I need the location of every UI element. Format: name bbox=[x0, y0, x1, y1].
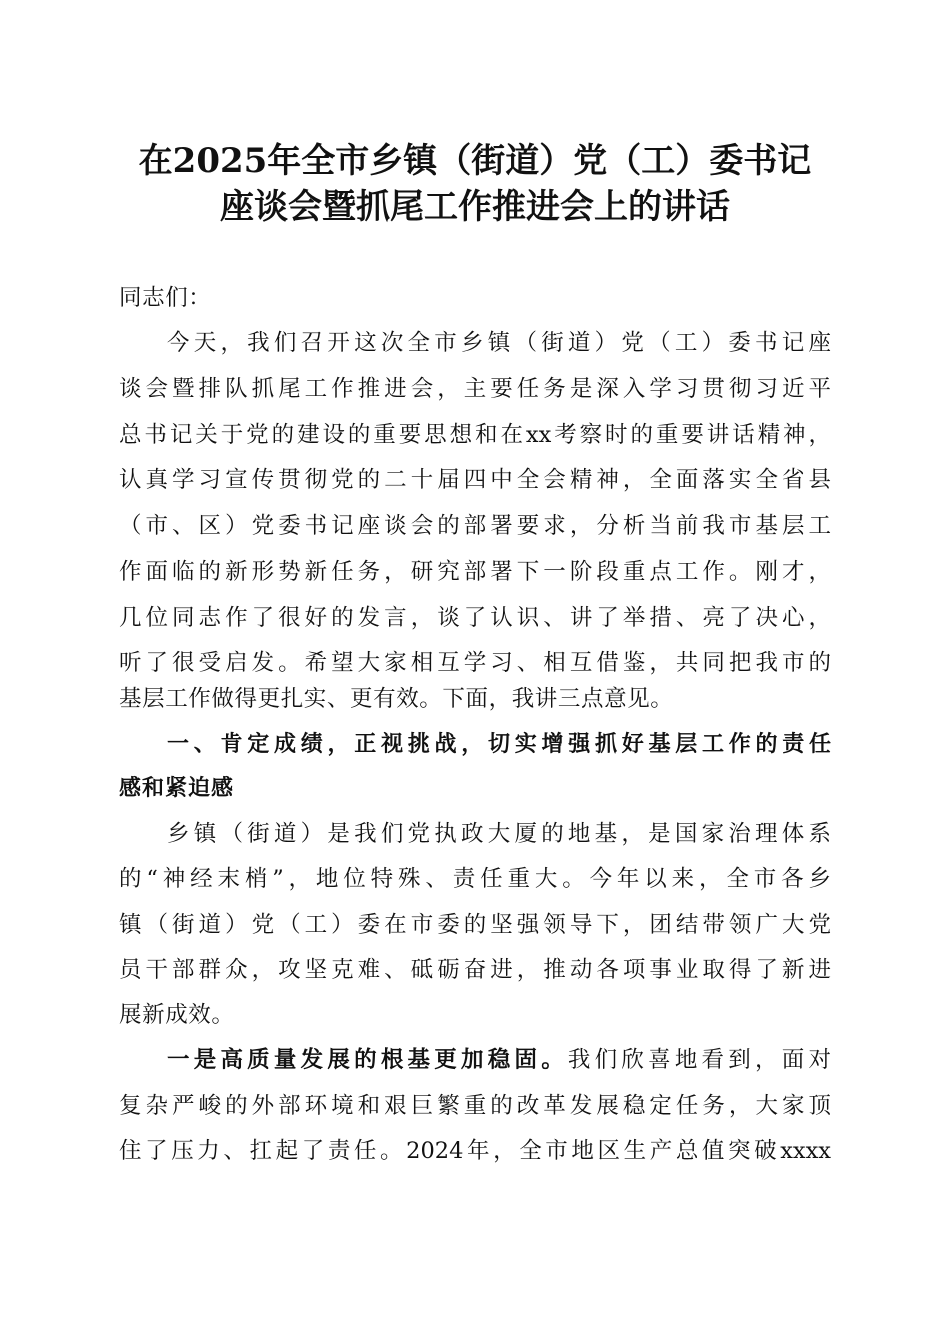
paragraph-line: 员干部群众，攻坚克难、砥砺奋进，推动各项事业取得了新进 bbox=[119, 957, 831, 983]
paragraph-line: 的“神经末梢”，地位特殊、责任重大。今年以来，全市各乡 bbox=[119, 866, 831, 892]
section-heading-line-1: 一、肯定成绩，正视挑战，切实增强抓好基层工作的责任 bbox=[167, 732, 831, 757]
paragraph-line: 作面临的新形势新任务，研究部署下一阶段重点工作。刚才， bbox=[119, 559, 831, 585]
paragraph-line: 听了很受启发。希望大家相互学习、相互借鉴，共同把我市的 bbox=[119, 650, 831, 676]
paragraph-line: 住了压力、扛起了责任。2024年，全市地区生产总值突破xxxx bbox=[119, 1138, 831, 1164]
document-title-line-2: 座谈会暨抓尾工作推进会上的讲话 bbox=[220, 187, 730, 227]
paragraph-line: 今天，我们召开这次全市乡镇（街道）党（工）委书记座 bbox=[167, 330, 831, 356]
paragraph-line bbox=[167, 1045, 831, 1075]
paragraph-line: 展新成效。 bbox=[119, 1002, 235, 1028]
salutation: 同志们： bbox=[119, 285, 212, 311]
paragraph-line: 基层工作做得更扎实、更有效。下面，我讲三点意见。 bbox=[119, 686, 674, 712]
document-title-line-1: 在2025年全市乡镇（街道）党（工）委书记 bbox=[138, 141, 812, 181]
paragraph-continuation: 我们欣喜地看到，面对 bbox=[567, 1047, 831, 1073]
paragraph-line: 复杂严峻的外部环境和艰巨繁重的改革发展稳定任务，大家顶 bbox=[119, 1093, 831, 1119]
paragraph-line: 几位同志作了很好的发言，谈了认识、讲了举措、亮了决心， bbox=[119, 605, 831, 631]
paragraph-line: 总书记关于党的建设的重要思想和在xx考察时的重要讲话精神， bbox=[119, 422, 831, 448]
paragraph-line: 认真学习宣传贯彻党的二十届四中全会精神，全面落实全省县 bbox=[119, 467, 831, 493]
paragraph-line: 镇（街道）党（工）委在市委的坚强领导下，团结带领广大党 bbox=[119, 912, 831, 938]
section-heading-line-2: 感和紧迫感 bbox=[119, 776, 235, 801]
paragraph-line: （市、区）党委书记座谈会的部署要求，分析当前我市基层工 bbox=[119, 513, 831, 539]
emphasis-lead: 一是高质量发展的根基更加稳固。 bbox=[167, 1047, 568, 1073]
paragraph-line: 乡镇（街道）是我们党执政大厦的地基，是国家治理体系 bbox=[167, 821, 831, 847]
paragraph-line: 谈会暨排队抓尾工作推进会，主要任务是深入学习贯彻习近平 bbox=[119, 376, 831, 402]
